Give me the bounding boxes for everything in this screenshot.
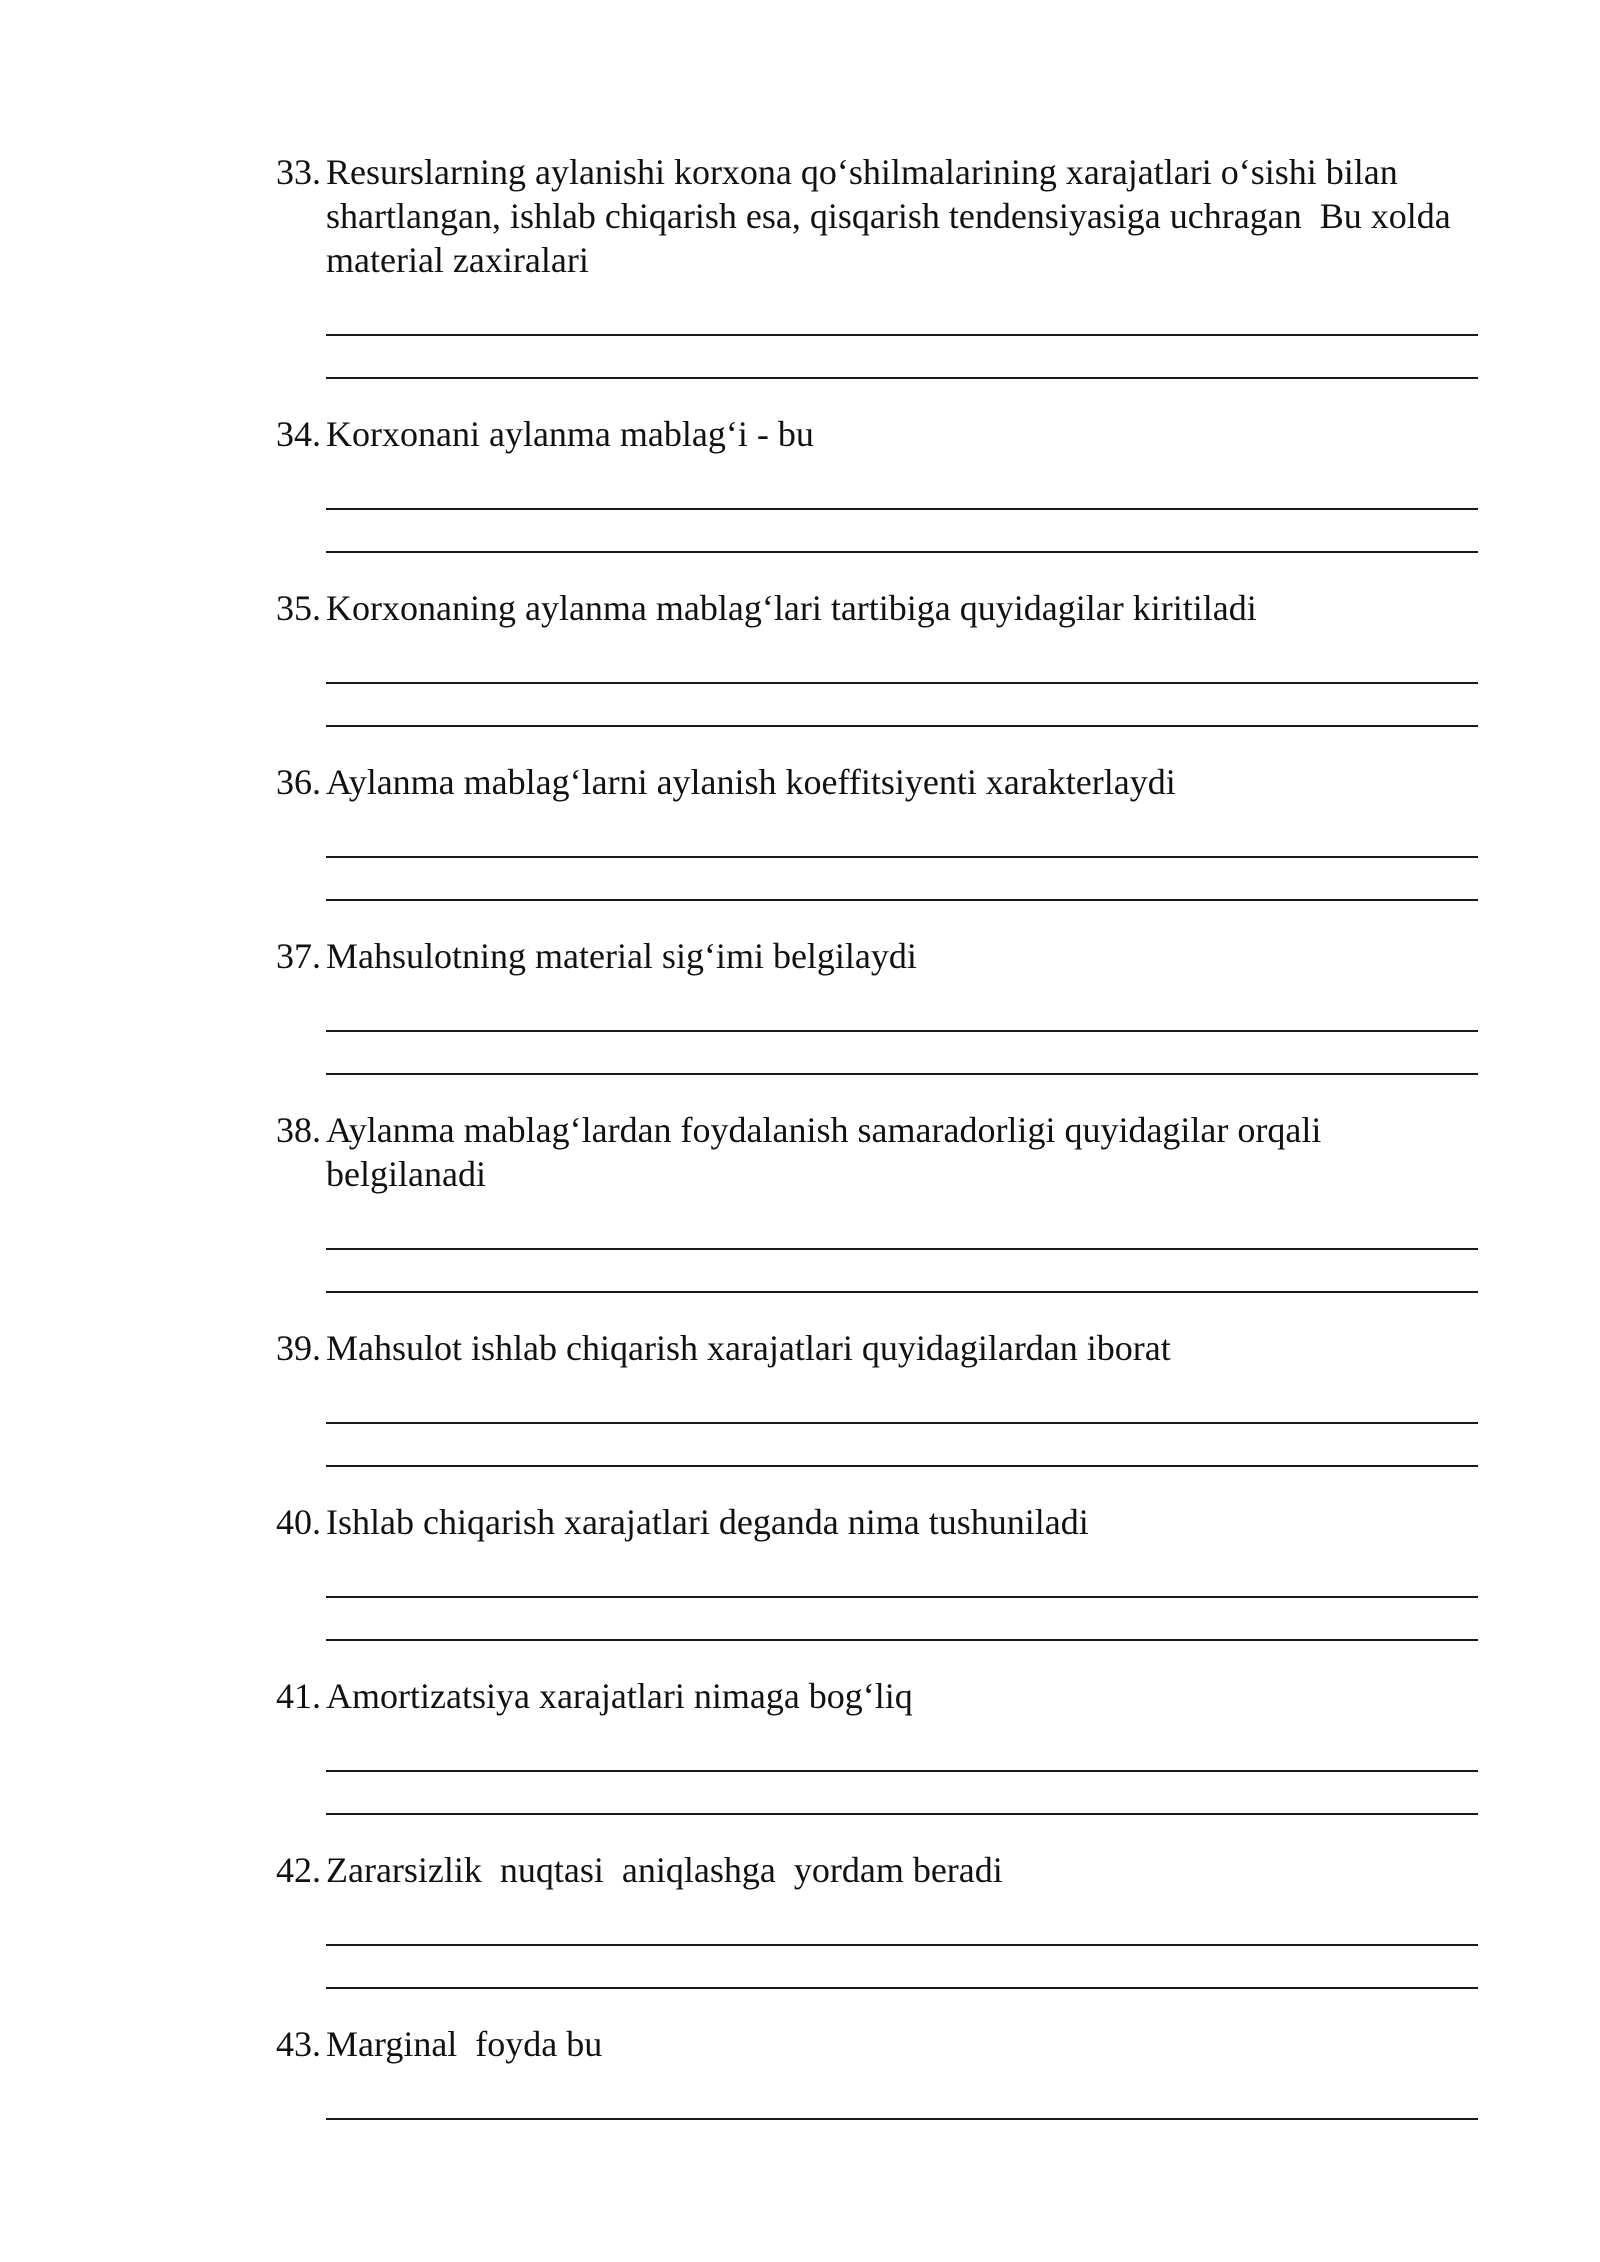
- question-text: Ishlab chiqarish xarajatlari deganda nima tushuniladi: [326, 1502, 1089, 1542]
- answer-line[interactable]: [326, 282, 1478, 336]
- question-40: [276, 1500, 1486, 1641]
- question-text: Zararsizlik nuqtasi aniqlashga yordam beradi: [326, 1850, 1003, 1890]
- answer-line[interactable]: [326, 510, 1478, 553]
- answer-line[interactable]: [326, 630, 1478, 684]
- question-41: [276, 1674, 1486, 1815]
- question-36: [276, 760, 1486, 901]
- question-43: [276, 2022, 1486, 2120]
- question-38: [276, 1108, 1486, 1293]
- answer-line[interactable]: [326, 1370, 1478, 1424]
- answer-line[interactable]: [326, 978, 1478, 1032]
- answer-lines: [326, 1370, 1478, 1467]
- answer-line[interactable]: [326, 858, 1478, 901]
- answer-lines: [326, 282, 1478, 379]
- question-number: 38.: [276, 1110, 321, 1150]
- answer-lines: [326, 1892, 1478, 1989]
- answer-line[interactable]: [326, 456, 1478, 510]
- answer-line[interactable]: [326, 1196, 1478, 1250]
- question-text: Aylanma mablag‘lardan foydalanish samaradorligi quyidagilar orqali belgilanadi: [326, 1110, 1331, 1194]
- answer-line[interactable]: [326, 804, 1478, 858]
- answer-line[interactable]: [326, 1250, 1478, 1293]
- answer-lines: [326, 630, 1478, 727]
- answer-lines: [326, 804, 1478, 901]
- question-text: Resurslarning aylanishi korxona qo‘shilmalarining xarajatlari o‘sishi bilan shartlangan, ishlab chiqarish esa, qisqarish tendensiyasiga uchragan Bu xolda material zaxiralari: [326, 152, 1460, 280]
- answer-lines: [326, 978, 1478, 1075]
- question-number: 40.: [276, 1502, 321, 1542]
- answer-line[interactable]: [326, 1718, 1478, 1772]
- question-text: Korxonaning aylanma mablag‘lari tartibiga quyidagilar kiritiladi: [326, 588, 1257, 628]
- question-number: 36.: [276, 762, 321, 802]
- answer-line[interactable]: [326, 1424, 1478, 1467]
- answer-line[interactable]: [326, 1892, 1478, 1946]
- answer-line[interactable]: [326, 2066, 1478, 2120]
- question-number: 35.: [276, 588, 321, 628]
- question-text: Korxonani aylanma mablag‘i - bu: [326, 414, 814, 454]
- question-number: 39.: [276, 1328, 321, 1368]
- question-number: 42.: [276, 1850, 321, 1890]
- answer-lines: [326, 456, 1478, 553]
- answer-lines: [326, 1196, 1478, 1293]
- question-42: [276, 1848, 1486, 1989]
- answer-line[interactable]: [326, 1032, 1478, 1075]
- answer-line[interactable]: [326, 336, 1478, 379]
- answer-lines: [326, 2066, 1478, 2120]
- question-number: 43.: [276, 2024, 321, 2064]
- question-text: Mahsulotning material sig‘imi belgilaydi: [326, 936, 917, 976]
- question-text: Aylanma mablag‘larni aylanish koeffitsiyenti xarakterlaydi: [326, 762, 1176, 802]
- question-35: [276, 586, 1486, 727]
- answer-line[interactable]: [326, 1598, 1478, 1641]
- answer-line[interactable]: [326, 684, 1478, 727]
- question-number: 37.: [276, 936, 321, 976]
- question-number: 33.: [276, 152, 321, 192]
- answer-lines: [326, 1544, 1478, 1641]
- question-33: [276, 150, 1486, 379]
- answer-line[interactable]: [326, 1946, 1478, 1989]
- question-37: [276, 934, 1486, 1075]
- answer-line[interactable]: [326, 1544, 1478, 1598]
- question-text: Marginal foyda bu: [326, 2024, 603, 2064]
- question-39: [276, 1326, 1486, 1467]
- question-text: Amortizatsiya xarajatlari nimaga bog‘liq: [326, 1676, 913, 1716]
- question-34: [276, 412, 1486, 553]
- answer-lines: [326, 1718, 1478, 1815]
- question-number: 34.: [276, 414, 321, 454]
- answer-line[interactable]: [326, 1772, 1478, 1815]
- question-text: Mahsulot ishlab chiqarish xarajatlari quyidagilardan iborat: [326, 1328, 1171, 1368]
- question-number: 41.: [276, 1676, 321, 1716]
